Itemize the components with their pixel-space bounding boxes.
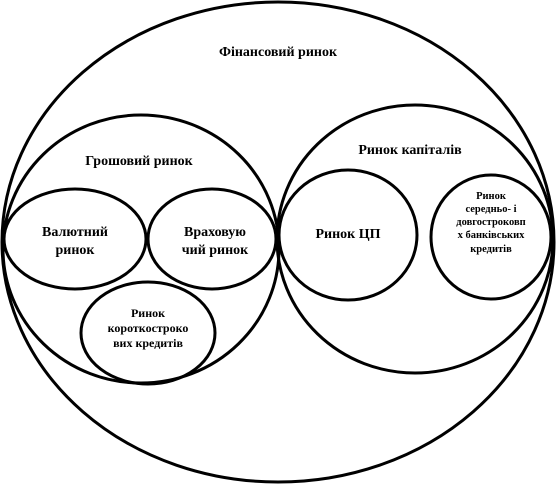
currency-market-label: Валютний ринок	[42, 225, 108, 258]
discount-market-label: Враховую чий ринок	[181, 225, 249, 258]
securities-market-label: Ринок ЦП	[315, 227, 381, 242]
money-market-label: Грошовий ринок	[85, 154, 193, 169]
financial-market-label: Фінансовий ринок	[218, 45, 338, 60]
capital-market-label: Ринок капіталів	[358, 143, 462, 158]
short-term-credit-label: Ринок короткостроко вих кредитів	[107, 306, 189, 350]
long-term-credit-label: Ринок середньо- і довгостроковп х банківських кредитів	[456, 191, 526, 255]
